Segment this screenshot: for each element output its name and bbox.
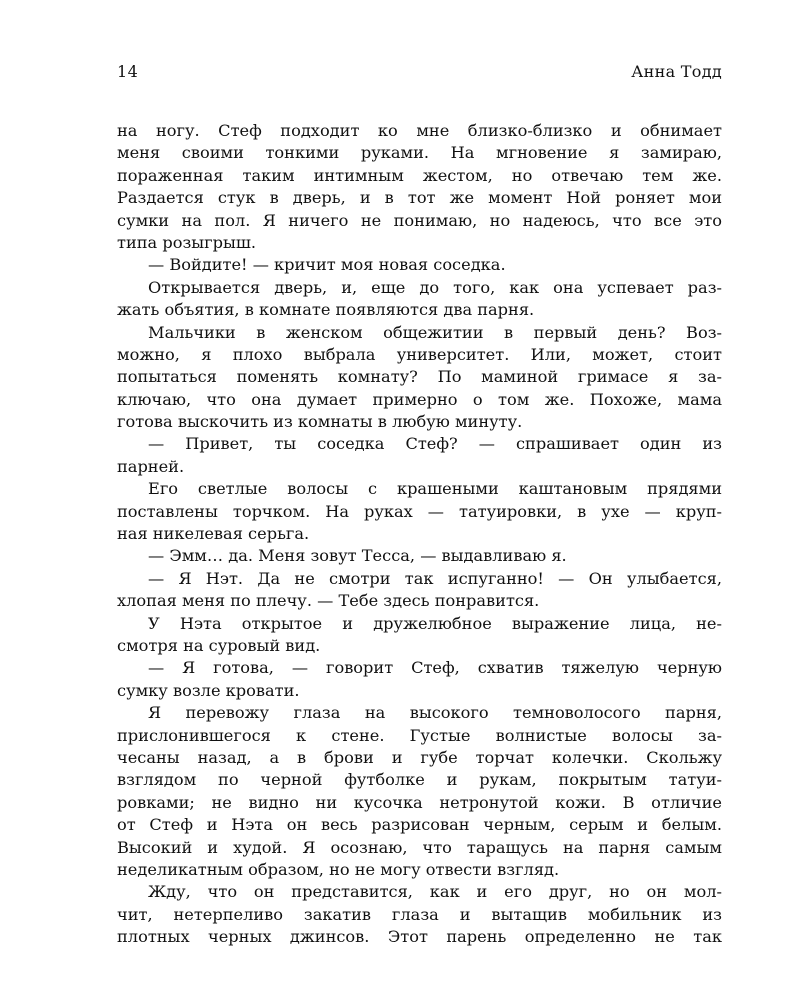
text-line: типа розыгрыш. (117, 232, 257, 252)
text-line: — Я готова, — говорит Стеф, схватив тяжелую черную (148, 658, 722, 678)
text-line: Раздается стук в дверь, и в тот же момент Ной роняет мои (117, 188, 722, 208)
text-line: Высокий и худой. Я осознаю, что таращусь на парня самым (117, 837, 722, 857)
text-line: на ногу. Стеф подходит ко мне близко-близко и обнимает (117, 121, 722, 140)
text-line: можно, я плохо выбрала университет. Или, может, стоит (117, 344, 722, 364)
text-line: попытаться поменять комнату? По маминой гримасе я за- (117, 367, 722, 387)
text-line: жать объятия, в комнате появляются два парня. (117, 300, 535, 320)
text-line: чит, нетерпеливо закатив глаза и вытащив мобильник из (117, 904, 722, 924)
text-line: — Я Нэт. Да не смотри так испуганно! — Он улыбается, (148, 568, 722, 588)
text-line: хлопая меня по плечу. — Тебе здесь понравится. (117, 591, 540, 611)
text-line: готова выскочить из комнаты в любую минуту. (117, 412, 523, 432)
page-number: 14 (117, 62, 139, 81)
text-line: чесаны назад, а в брови и губе торчат колечки. Скольжу (117, 747, 722, 767)
text-line: взглядом по черной футболке и рукам, покрытым татуи- (117, 770, 722, 790)
text-line: — Эмм… да. Меня зовут Тесса, — выдавливаю я. (148, 546, 567, 566)
text-line: от Стеф и Нэта он весь разрисован черным, серым и белым. (117, 815, 722, 835)
text-line: — Войдите! — кричит моя новая соседка. (148, 255, 506, 275)
text-line: пораженная таким интимным жестом, но отвечаю тем же. (117, 165, 722, 185)
text-line: ключаю, что она думает примерно о том же. Похоже, мама (117, 389, 722, 409)
running-title: Анна Тодд (631, 62, 722, 81)
text-line: плотных черных джинсов. Этот парень определенно не так (117, 927, 722, 947)
page-header (117, 62, 722, 86)
text-line: — Привет, ты соседка Стеф? — спрашивает один из (148, 434, 722, 454)
text-line: Я перевожу глаза на высокого темноволосого парня, (148, 703, 722, 723)
text-line: Жду, что он представится, как и его друг, но он мол- (148, 882, 722, 902)
text-line: Мальчики в женском общежитии в первый день? Воз- (148, 322, 722, 342)
text-line: сумки на пол. Я ничего не понимаю, но надеюсь, что все это (117, 210, 722, 230)
text-line: У Нэта открытое и дружелюбное выражение лица, не- (148, 613, 722, 633)
text-line: Его светлые волосы с крашеными каштановым прядями (148, 479, 722, 499)
text-line: прислонившегося к стене. Густые волнистые волосы за- (117, 725, 722, 745)
body-text (117, 120, 722, 948)
text-line: меня своими тонкими руками. На мгновение я замираю, (117, 143, 722, 163)
text-line: ная никелевая серьга. (117, 524, 310, 544)
text-line: сумку возле кровати. (117, 680, 300, 700)
text-line: Открывается дверь, и, еще до того, как она успевает раз- (148, 277, 722, 297)
text-line: смотря на суровый вид. (117, 635, 321, 655)
text-line: ровками; не видно ни кусочка нетронутой кожи. В отличие (117, 792, 722, 812)
text-line: поставлены торчком. На руках — татуировки, в ухе — круп- (117, 501, 722, 521)
text-line: неделикатным образом, но не могу отвести взгляд. (117, 859, 560, 879)
text-line: парней. (117, 456, 185, 476)
